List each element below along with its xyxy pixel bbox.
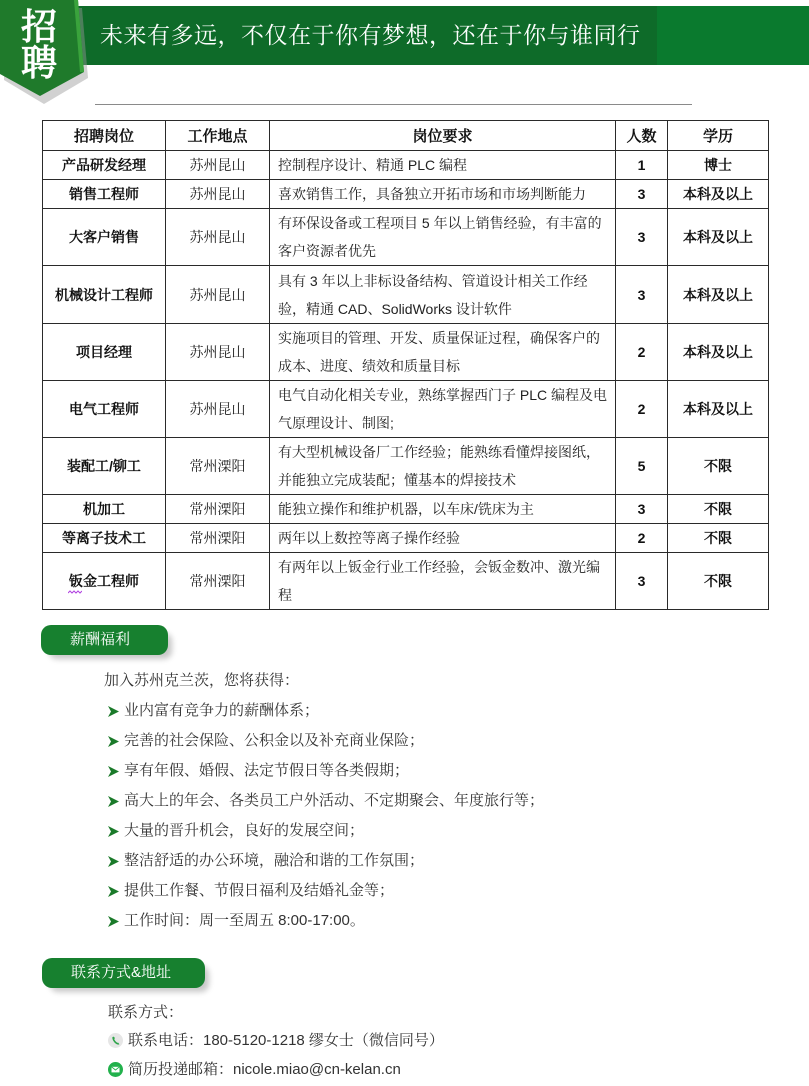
- list-item: [104, 906, 704, 936]
- arrow-bullet-icon: [108, 916, 119, 927]
- section-title-contact: 联系方式&地址: [42, 958, 205, 988]
- cell-location: 常州溧阳: [166, 553, 270, 610]
- contact-section: [108, 999, 708, 1084]
- contact-phone: 联系电话：180-5120-1218 缪女士（微信同号）: [128, 1032, 444, 1049]
- banner-slogan: 未来有多远，不仅在于你有梦想，还在于你与谁同行: [100, 22, 641, 48]
- list-item: [104, 696, 704, 726]
- cell-requirement: 喜欢销售工作，具备独立开拓市场和市场判断能力: [270, 180, 616, 209]
- contact-email-line: [108, 1055, 708, 1084]
- cell-education: 本科及以上: [668, 381, 769, 438]
- cell-location: 苏州昆山: [166, 266, 270, 324]
- arrow-bullet-icon: [108, 886, 119, 897]
- email-icon: [108, 1062, 123, 1077]
- arrow-bullet-icon: [108, 856, 119, 867]
- table-row: [43, 324, 769, 381]
- cell-requirement: 实施项目的管理、开发、质量保证过程，确保客户的成本、进度、绩效和质量目标: [270, 324, 616, 381]
- header-count: 人数: [616, 121, 668, 151]
- cell-education: 本科及以上: [668, 266, 769, 324]
- cell-count: 3: [616, 553, 668, 610]
- contact-phone-line: [108, 1026, 708, 1055]
- cell-position: 机械设计工程师: [43, 266, 166, 324]
- table-row: [43, 180, 769, 209]
- benefit-text: 整洁舒适的办公环境，融洽和谐的工作氛围；: [124, 852, 425, 869]
- cell-position: 电气工程师: [43, 381, 166, 438]
- cell-count: 5: [616, 438, 668, 495]
- benefit-text: 工作时间：周一至周五 8:00-17:00。: [124, 912, 365, 929]
- cell-requirement: 具有 3 年以上非标设备结构、管道设计相关工作经验，精通 CAD、SolidWorks 设计软件: [270, 266, 616, 324]
- cell-requirement: 有环保设备或工程项目 5 年以上销售经验，有丰富的客户资源者优先: [270, 209, 616, 266]
- cell-location: 常州溧阳: [166, 438, 270, 495]
- cell-requirement: 能独立操作和维护机器，以车床/铣床为主: [270, 495, 616, 524]
- table-header-row: [43, 121, 769, 151]
- cell-education: 本科及以上: [668, 209, 769, 266]
- cell-count: 2: [616, 381, 668, 438]
- cell-education: 博士: [668, 151, 769, 180]
- benefit-text: 大量的晋升机会，良好的发展空间；: [124, 822, 365, 839]
- arrow-bullet-icon: [108, 796, 119, 807]
- benefit-text: 高大上的年会、各类员工户外活动、不定期聚会、年度旅行等；: [124, 792, 545, 809]
- cell-position: 钣金工程师: [43, 553, 166, 610]
- cell-education: 本科及以上: [668, 324, 769, 381]
- table-row: [43, 495, 769, 524]
- table-row: [43, 438, 769, 495]
- table-row: [43, 209, 769, 266]
- cell-education: 本科及以上: [668, 180, 769, 209]
- arrow-bullet-icon: [108, 826, 119, 837]
- cell-requirement: 电气自动化相关专业，熟练掌握西门子 PLC 编程及电气原理设计、制图;: [270, 381, 616, 438]
- benefits-section: [104, 668, 704, 936]
- cell-requirement: 有大型机械设备厂工作经验；能熟练看懂焊接图纸，并能独立完成装配；懂基本的焊接技术: [270, 438, 616, 495]
- header-education: 学历: [668, 121, 769, 151]
- table-row: [43, 553, 769, 610]
- spellcheck-underline-icon: [68, 590, 82, 594]
- cell-requirement: 两年以上数控等离子操作经验: [270, 524, 616, 553]
- cell-count: 3: [616, 209, 668, 266]
- cell-education: 不限: [668, 438, 769, 495]
- table-row: [43, 266, 769, 324]
- header-position: 招聘岗位: [43, 121, 166, 151]
- list-item: [104, 756, 704, 786]
- arrow-bullet-icon: [108, 736, 119, 747]
- cell-position: 等离子技术工: [43, 524, 166, 553]
- jobs-table: [42, 120, 769, 610]
- cell-count: 2: [616, 324, 668, 381]
- cell-count: 3: [616, 266, 668, 324]
- cell-location: 苏州昆山: [166, 180, 270, 209]
- list-item: [104, 786, 704, 816]
- cell-count: 3: [616, 180, 668, 209]
- header-requirement: 岗位要求: [270, 121, 616, 151]
- cell-education: 不限: [668, 495, 769, 524]
- arrow-bullet-icon: [108, 766, 119, 777]
- phone-icon: [108, 1033, 123, 1048]
- table-row: [43, 151, 769, 180]
- list-item: [104, 846, 704, 876]
- cell-requirement: 有两年以上钣金行业工作经验，会钣金数冲、激光编程: [270, 553, 616, 610]
- cell-education: 不限: [668, 524, 769, 553]
- header-location: 工作地点: [166, 121, 270, 151]
- cell-location: 常州溧阳: [166, 524, 270, 553]
- cell-position: 项目经理: [43, 324, 166, 381]
- cell-position: 产品研发经理: [43, 151, 166, 180]
- recruitment-badge: [0, 0, 92, 104]
- cell-education: 不限: [668, 553, 769, 610]
- contact-label: 联系方式：: [108, 1004, 184, 1021]
- list-item: [104, 816, 704, 846]
- cell-position: 销售工程师: [43, 180, 166, 209]
- cell-count: 2: [616, 524, 668, 553]
- table-row: [43, 381, 769, 438]
- cell-position: 大客户销售: [43, 209, 166, 266]
- benefits-intro: 加入苏州克兰茨，您将获得：: [104, 672, 300, 689]
- header-banner: [78, 6, 809, 65]
- cell-location: 常州溧阳: [166, 495, 270, 524]
- cell-location: 苏州昆山: [166, 209, 270, 266]
- list-item: [104, 726, 704, 756]
- section-title-benefits: 薪酬福利: [41, 625, 168, 655]
- header-divider: [95, 104, 692, 105]
- cell-count: 3: [616, 495, 668, 524]
- cell-location: 苏州昆山: [166, 324, 270, 381]
- badge-char-pin: 聘: [20, 42, 57, 83]
- benefit-text: 业内富有竞争力的薪酬体系；: [124, 702, 320, 719]
- table-row: [43, 524, 769, 553]
- cell-position: 机加工: [43, 495, 166, 524]
- list-item: [104, 876, 704, 906]
- badge-char-zhao: 招: [20, 6, 57, 47]
- cell-count: 1: [616, 151, 668, 180]
- benefit-text: 提供工作餐、节假日福利及结婚礼金等；: [124, 882, 395, 899]
- benefit-text: 享有年假、婚假、法定节假日等各类假期；: [124, 762, 410, 779]
- cell-requirement: 控制程序设计、精通 PLC 编程: [270, 151, 616, 180]
- benefit-text: 完善的社会保险、公积金以及补充商业保险；: [124, 732, 425, 749]
- cell-position: 装配工/铆工: [43, 438, 166, 495]
- cell-location: 苏州昆山: [166, 381, 270, 438]
- cell-location: 苏州昆山: [166, 151, 270, 180]
- arrow-bullet-icon: [108, 706, 119, 717]
- contact-email: 简历投递邮箱：nicole.miao@cn-kelan.cn: [128, 1061, 401, 1078]
